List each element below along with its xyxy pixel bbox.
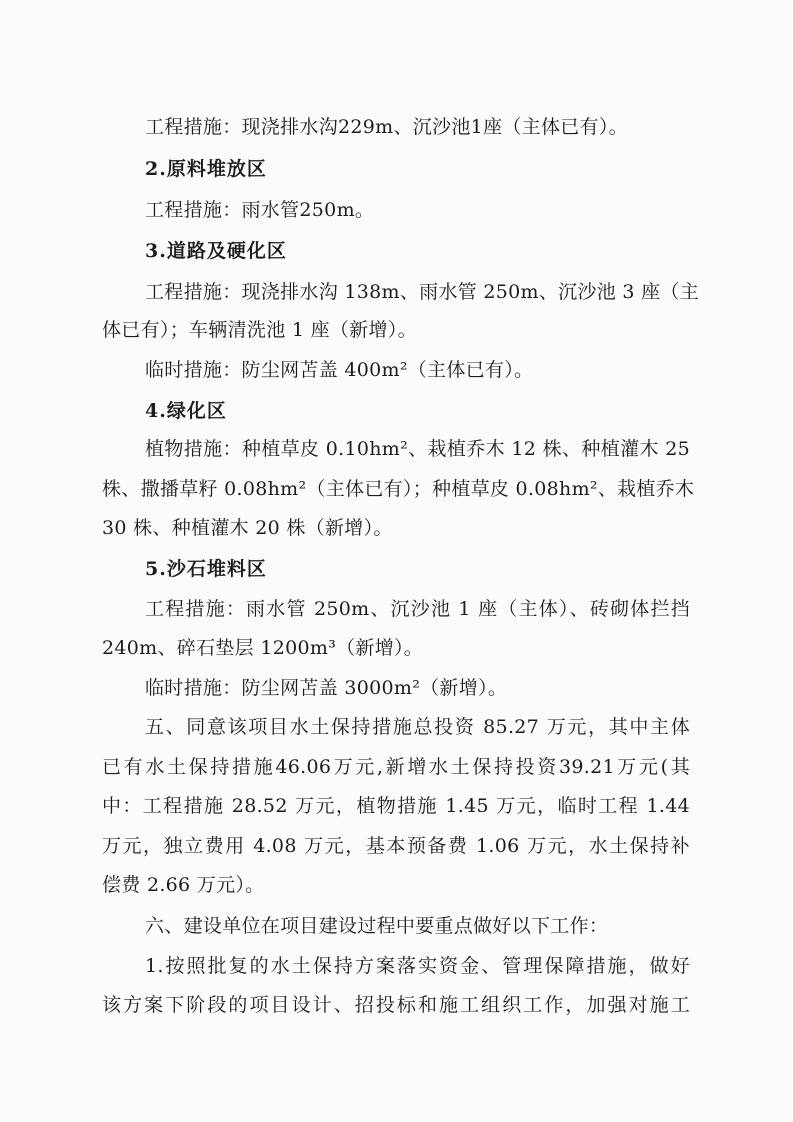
text-line: 中：工程措施 28.52 万元，植物措施 1.45 万元，临时工程 1.44 <box>102 795 690 817</box>
text-line: 该方案下阶段的项目设计、招投标和施工组织工作，加强对施工 <box>102 994 690 1016</box>
text-line: 1.按照批复的水土保持方案落实资金、管理保障措施，做好 <box>145 955 690 977</box>
text-line: 240m、碎石垫层 1200m³（新增）。 <box>102 637 424 659</box>
text-line: 六、建设单位在项目建设过程中要重点做好以下工作： <box>145 915 609 937</box>
text-line: 30 株、种植灌木 20 株（新增）。 <box>102 517 393 539</box>
text-line: 偿费 2.66 万元）。 <box>102 874 265 896</box>
text-line: 五、同意该项目水土保持措施总投资 85.27 万元，其中主体 <box>145 716 690 738</box>
text-line: 工程措施：现浇排水沟 138m、雨水管 250m、沉沙池 3 座（主 <box>145 281 700 303</box>
section-heading: 4.绿化区 <box>145 400 227 422</box>
text-line: 株、撒播草籽 0.08hm²（主体已有）；种植草皮 0.08hm²、栽植乔木 <box>102 478 695 500</box>
text-line: 已有水土保持措施46.06万元,新增水土保持投资39.21万元(其 <box>102 756 690 778</box>
text-line: 工程措施：雨水管250m。 <box>145 199 375 221</box>
text-line: 工程措施：现浇排水沟229m、沉沙池1座（主体已有）。 <box>145 116 628 138</box>
text-line: 临时措施：防尘网苫盖 400m²（主体已有）。 <box>145 359 534 381</box>
text-line: 临时措施：防尘网苫盖 3000m²（新增）。 <box>145 677 508 699</box>
text-line: 工程措施：雨水管 250m、沉沙池 1 座（主体）、砖砌体拦挡 <box>145 598 690 620</box>
text-line: 体已有）；车辆清洗池 1 座（新增）。 <box>102 319 417 341</box>
section-heading: 2.原料堆放区 <box>145 158 267 180</box>
text-line: 万元，独立费用 4.08 万元，基本预备费 1.06 万元，水土保持补 <box>102 835 690 857</box>
text-line: 植物措施：种植草皮 0.10hm²、栽植乔木 12 株、种植灌木 25 <box>145 438 690 460</box>
section-heading: 5.沙石堆料区 <box>145 558 267 580</box>
section-heading: 3.道路及硬化区 <box>145 240 287 262</box>
